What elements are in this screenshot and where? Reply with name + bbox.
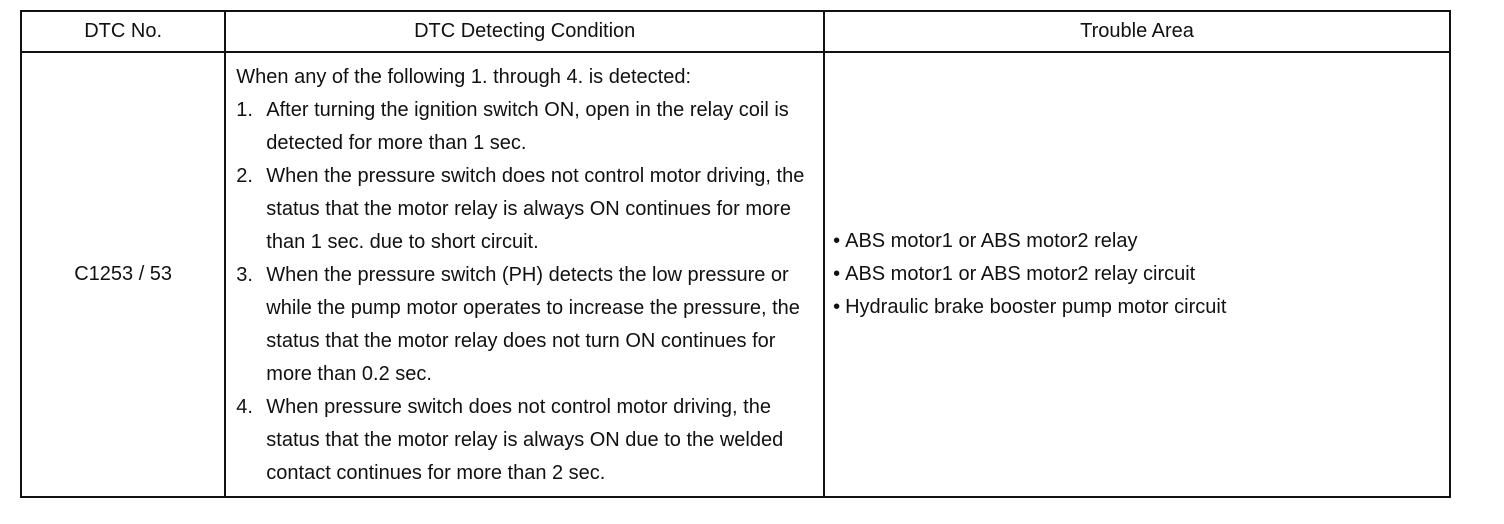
bullet-icon: • (833, 230, 841, 252)
condition-item-4 (236, 391, 813, 490)
condition-list (236, 94, 813, 490)
header-row (21, 11, 1450, 52)
trouble-area-cell (824, 52, 1450, 497)
trouble-area-item-1 (833, 225, 1439, 258)
dtc-table (20, 10, 1451, 498)
bullet-icon: • (833, 296, 841, 318)
trouble-area-text: ABS motor1 or ABS motor2 relay circuit (845, 263, 1196, 285)
table-row (21, 52, 1450, 497)
header-dtc-no: DTC No. (21, 11, 225, 52)
table-body (21, 52, 1450, 497)
condition-text: When the pressure switch (PH) detects the low pressure or while the pump motor operates to increase the pressure, the status that the motor relay does not turn ON continues for more than 0.2 sec. (266, 264, 800, 385)
condition-text: After turning the ignition switch ON, open in the relay coil is detected for more than 1 sec. (266, 99, 789, 154)
header-detecting-condition: DTC Detecting Condition (225, 11, 824, 52)
condition-text: When pressure switch does not control motor driving, the status that the motor relay is always ON due to the welded contact continues for more than 2 sec. (266, 396, 784, 484)
bullet-icon: • (833, 263, 841, 285)
condition-item-2 (236, 160, 813, 259)
condition-number: 4. (236, 396, 253, 418)
trouble-area-text: Hydraulic brake booster pump motor circuit (845, 296, 1227, 318)
trouble-area-item-2 (833, 258, 1439, 291)
condition-item-3 (236, 259, 813, 391)
condition-item-1 (236, 94, 813, 160)
trouble-area-list (833, 225, 1439, 324)
condition-number: 2. (236, 165, 253, 187)
table-header (21, 11, 1450, 52)
detecting-condition-cell (225, 52, 824, 497)
trouble-area-text: ABS motor1 or ABS motor2 relay (845, 230, 1138, 252)
dtc-code-cell: C1253 / 53 (21, 52, 225, 497)
condition-intro: When any of the following 1. through 4. is detected: (236, 66, 692, 88)
condition-number: 3. (236, 264, 253, 286)
trouble-area-item-3 (833, 291, 1439, 324)
header-trouble-area: Trouble Area (824, 11, 1450, 52)
condition-number: 1. (236, 99, 253, 121)
condition-text: When the pressure switch does not control motor driving, the status that the motor relay is always ON continues for more than 1 sec. due to short circuit. (266, 165, 805, 253)
